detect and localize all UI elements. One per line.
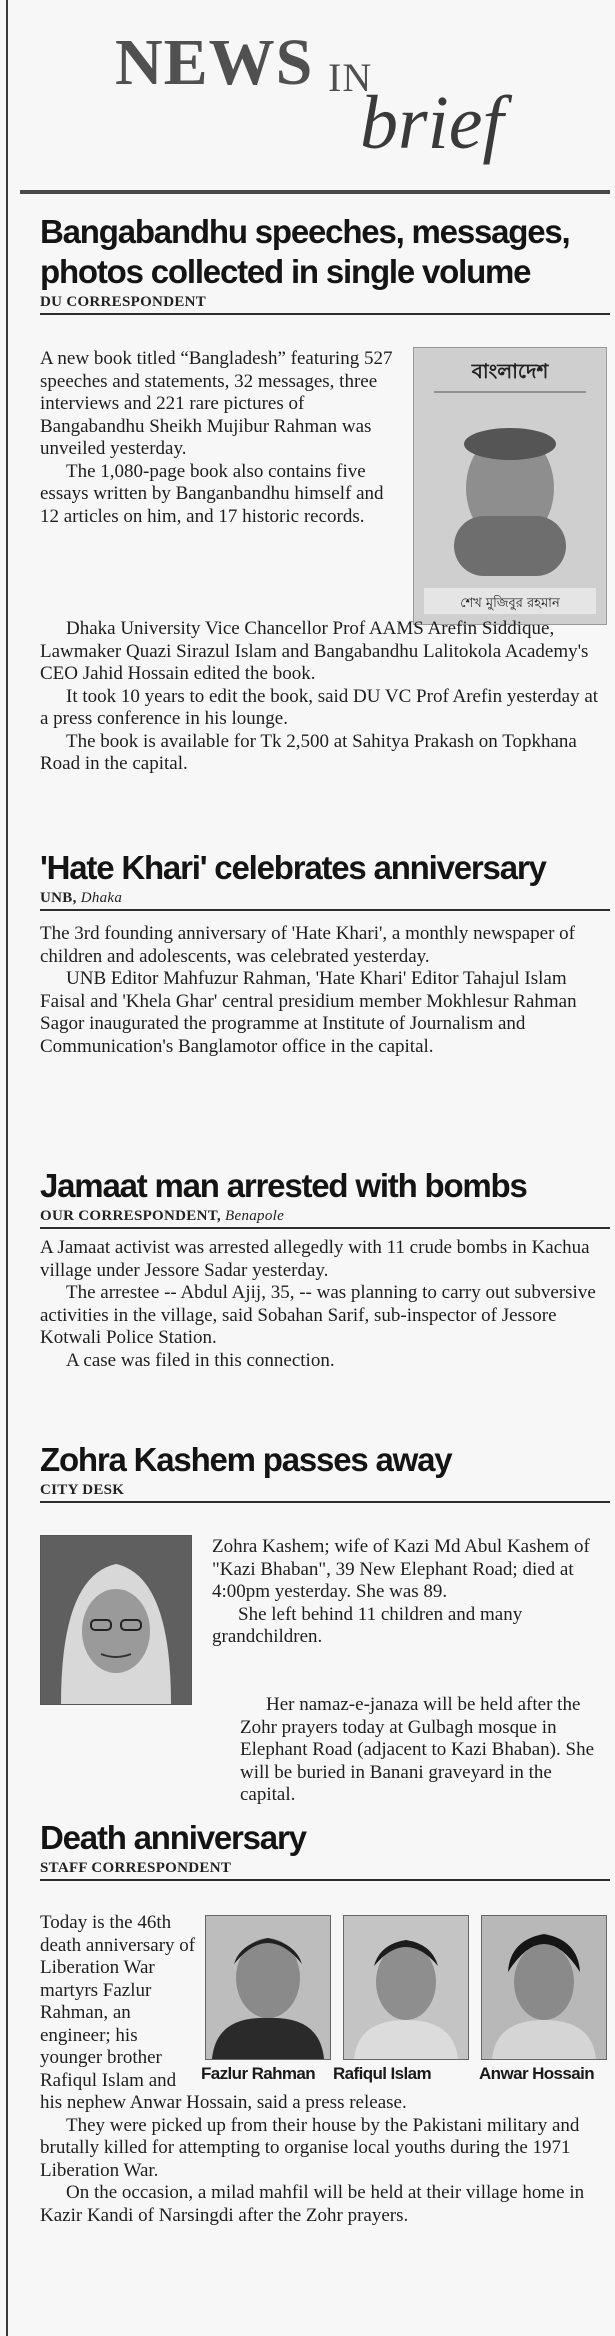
story-paragraph: The 3rd founding anniversary of 'Hate Khari', a monthly newspaper of children and adolescents, was celebrated yesterday. xyxy=(40,923,575,967)
story-death-anniversary xyxy=(40,1818,610,1881)
caption-fazlur-rahman: Fazlur Rahman xyxy=(201,2064,316,2083)
story-paragraph: The book is available for Tk 2,500 at Sahitya Prakash on Topkhana Road in the capital. xyxy=(40,730,577,774)
zohra-kashem-photo xyxy=(40,1535,192,1705)
story-body-bottom xyxy=(40,618,610,776)
story-byline: STAFF CORRESPONDENT xyxy=(40,1860,232,1876)
story-zohra-kashem xyxy=(40,1440,610,1503)
column-border xyxy=(6,0,8,2336)
byline-rule xyxy=(40,1501,610,1503)
story-jamaat-arrest xyxy=(40,1166,610,1372)
byline-rule xyxy=(40,313,610,315)
story-headline: Zohra Kashem passes away xyxy=(40,1441,452,1478)
caption-rafiqul-islam: Rafiqul Islam xyxy=(333,2064,432,2083)
story-byline: OUR CORRESPONDENT, Benapole xyxy=(40,1208,285,1224)
story-headline: Death anniversary xyxy=(40,1819,306,1856)
story-paragraph: Dhaka University Vice Chancellor Prof AAMS Arefin Siddique, Lawmaker Quazi Sirazul Islam and Bangabandhu Lalitokola Academy's CEO Jahid Hossain edited the book. xyxy=(40,618,589,684)
story-paragraph: They were picked up from their house by the Pakistani military and brutally killed for attempting to organise local youths during the 1971 Liberation War. xyxy=(40,2114,580,2181)
story-headline-line-1: Bangabandhu speeches, messages, xyxy=(40,213,570,250)
story-bangabandhu xyxy=(40,212,610,315)
story-paragraph: Her namaz-e-janaza will be held after the Zohr prayers today at Gulbagh mosque in Elephant Road (adjacent to Kazi Bhaban). She will be buried in Banani graveyard in the capital. xyxy=(240,1694,595,1805)
story-paragraph: The 1,080-page book also contains five essays written by Banganbandhu himself and 12 articles on him, and 17 historic records. xyxy=(40,460,384,527)
story-headline-line-2: photos collected in single volume xyxy=(40,253,531,290)
section-header xyxy=(0,0,615,200)
story-body xyxy=(40,923,610,1058)
story-paragraph: Today is the 46th death anniversary of Liberation War martyrs Fazlur Rahman, an engineer; his younger brother Rafiqul Islam and his nephew Anwar Hossain, said a press release. xyxy=(40,1912,407,2113)
story-hate-khari xyxy=(40,848,610,1058)
story-body xyxy=(40,1237,610,1372)
header-news: NEWS xyxy=(115,26,314,99)
story-byline: DU CORRESPONDENT xyxy=(40,294,207,310)
story-body xyxy=(40,1912,610,2227)
byline-rule xyxy=(40,1879,610,1881)
story-headline: Jamaat man arrested with bombs xyxy=(40,1167,527,1204)
byline-rule xyxy=(40,909,610,911)
caption-anwar-hossain: Anwar Hossain xyxy=(479,2064,595,2083)
story-paragraph: A case was filed in this connection. xyxy=(66,1349,335,1371)
story-body-side xyxy=(212,1536,610,1649)
story-paragraph: UNB Editor Mahfuzur Rahman, 'Hate Khari' Editor Tahajul Islam Faisal and 'Khela Ghar' central presidium member Mokhlesur Rahman Sagor inaugurated the programme at Institute of Journalism and Communication's Banglamotor office in the capital. xyxy=(40,968,577,1057)
byline-rule xyxy=(40,1227,610,1229)
story-paragraph: A new book titled “Bangladesh” featuring 527 speeches and statements, 32 messages, three interviews and 221 rare pictures of Bangabandhu Sheikh Mujibur Rahman was unveiled yesterday. xyxy=(40,348,393,459)
story-paragraph: She left behind 11 children and many grandchildren. xyxy=(212,1603,523,1647)
book-cover-photo xyxy=(413,347,607,625)
story-paragraph: A Jamaat activist was arrested allegedly with 11 crude bombs in Kachua village under Jessore Sadar yesterday. xyxy=(40,1237,590,1281)
story-paragraph: Zohra Kashem; wife of Kazi Md Abul Kashem of "Kazi Bhaban", 39 New Elephant Road; died at 4:00pm yesterday. She was 89. xyxy=(212,1536,590,1602)
story-body-bottom xyxy=(40,1694,610,1807)
story-byline: UNB, Dhaka xyxy=(40,890,123,906)
book-signature-text: শেখ মুজিবুর রহমান xyxy=(460,596,560,611)
header-in: IN xyxy=(328,55,373,100)
header-brief: brief xyxy=(360,81,504,165)
story-paragraph: The arrestee -- Abdul Ajij, 35, -- was planning to carry out subversive activities in the village, said Sobahan Sarif, sub-inspector of Jessore Kotwali Police Station. xyxy=(40,1282,596,1348)
story-paragraph: It took 10 years to edit the book, said DU VC Prof Arefin yesterday at a press conference in his lounge. xyxy=(40,685,599,729)
story-body-top xyxy=(40,348,405,528)
story-headline: 'Hate Khari' celebrates anniversary xyxy=(40,849,546,886)
story-paragraph: On the occasion, a milad mahfil will be held at their village home in Kazir Kandi of Narsingdi after the Zohr prayers. xyxy=(40,2182,585,2226)
header-rule xyxy=(20,190,610,194)
story-byline: CITY DESK xyxy=(40,1482,125,1498)
book-title-text: বাংলাদেশ xyxy=(471,359,549,383)
